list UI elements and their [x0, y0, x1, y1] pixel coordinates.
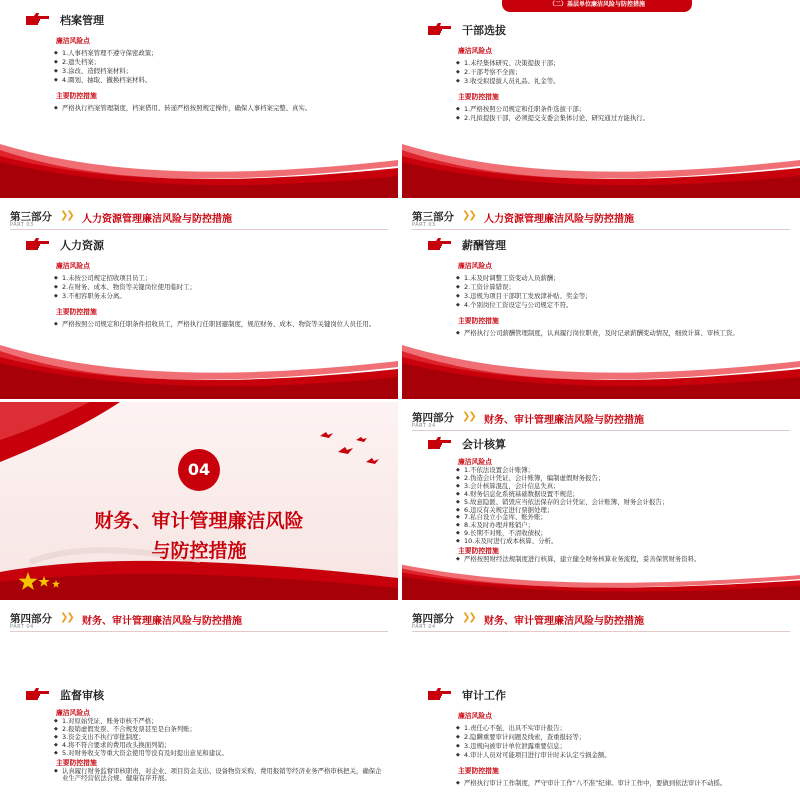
slide-body — [56, 708, 386, 783]
section-banner-text: （二）基层单位廉洁风险与防控措施 — [548, 1, 645, 8]
risk-item: ◆ 10.未及时进行成本核算、分析。 — [458, 538, 788, 546]
pointing-hand-icon — [24, 12, 50, 28]
part-number: 第四部分 — [412, 613, 454, 625]
measure-item: ◆ 严格按照财经法规制度进行核算，建立健全财务核算业务流程，妥善保管财务资料。 — [458, 556, 788, 564]
red-ribbon-wave — [0, 341, 398, 399]
risk-item: ◆ 3.涂改、造假档案材料； — [56, 67, 386, 76]
measure-item: ◆ 严格执行档案管理制度，档案借用、转递严格按照规定操作，确保人事档案完整、真实。 — [56, 104, 386, 113]
stars-icon — [18, 570, 62, 594]
part-english: PART 04 — [412, 624, 436, 630]
risk-item: ◆ 4.财务信息化系统基础数据设置不规范； — [458, 491, 788, 499]
measure-item: ◆ 严格按照公司规定和任职条件招收员工，严格执行任职回避制度，规范财务、成本、物资等关键岗位人员任用。 — [56, 320, 386, 329]
risk-item: ◆ 9.长期不对账，不清收债权； — [458, 530, 788, 538]
slide-7[interactable] — [0, 603, 398, 800]
risk-label: 廉洁风险点 — [458, 262, 492, 270]
risk-item: ◆ 2.隐瞒重要审计问题及线索，查重报轻等； — [458, 733, 788, 742]
pointing-hand-icon — [426, 436, 452, 452]
slide-body — [56, 261, 386, 329]
measure-item: ◆ 2.凡拟提拔干部，必须提交支委会集体讨论、研究通过方能执行。 — [458, 114, 788, 123]
slide-8[interactable] — [402, 603, 800, 800]
slide-title: 薪酬管理 — [462, 239, 506, 252]
part-english: PART 03 — [10, 222, 34, 228]
slide-1[interactable] — [0, 0, 398, 198]
part-header — [412, 209, 792, 231]
part-divider — [10, 631, 388, 632]
part-header — [10, 209, 390, 231]
measure-label: 主要防控措施 — [458, 767, 499, 775]
slide-header — [426, 20, 766, 40]
slide-6[interactable] — [402, 402, 800, 600]
part-title: 财务、审计管理廉洁风险与防控措施 — [82, 616, 242, 627]
slide-header — [24, 10, 364, 30]
risk-item: ◆ 3.不相容职务未分离。 — [56, 292, 386, 301]
risk-item: ◆ 3.收受拟提拔人员礼品、礼金等。 — [458, 77, 788, 86]
risk-item: ◆ 1.对原始凭证、账务审核不严格； — [56, 718, 386, 726]
slide-title: 会计核算 — [462, 438, 506, 451]
red-ribbon-wave — [0, 140, 398, 198]
red-ribbon-wave — [402, 562, 800, 600]
part-divider — [412, 430, 790, 431]
risk-item: ◆ 2.伪造会计凭证、会计账簿，编制虚假财务报告； — [458, 475, 788, 483]
slide-header — [426, 685, 766, 705]
measure-item: ◆ 严格执行公司薪酬管理制度，认真履行岗位职责，及时记录薪酬变动情况，细致计算、审核工资。 — [458, 329, 788, 338]
red-ribbon-wave — [402, 140, 800, 198]
measure-label: 主要防控措施 — [458, 547, 499, 556]
part-divider — [412, 631, 790, 632]
chevron-icon: ❯❯ — [60, 612, 73, 623]
risk-item: ◆ 3.资金支出不执行审批制度； — [56, 734, 386, 742]
risk-item: ◆ 3.违规为项目干部职工发放津补贴、奖金等； — [458, 292, 788, 301]
slide-header — [426, 235, 766, 255]
measure-label: 主要防控措施 — [56, 92, 97, 100]
risk-item: ◆ 1.未经集体研究、决策提拔干部； — [458, 59, 788, 68]
risk-item: ◆ 4.审计人员对可能项目进行审计时未认定亏损金额。 — [458, 751, 788, 760]
slide-2[interactable] — [402, 0, 800, 198]
part-title: 财务、审计管理廉洁风险与防控措施 — [484, 616, 644, 627]
risk-item: ◆ 1.未及时调整工资变动人员薪酬； — [458, 274, 788, 283]
slide-title: 人力资源 — [60, 239, 104, 252]
risk-item: ◆ 2.干部考察不全面； — [458, 68, 788, 77]
risk-item: ◆ 1.责任心不强，出具不实审计报告； — [458, 724, 788, 733]
slide-body — [458, 46, 788, 123]
slide-body — [458, 457, 788, 564]
slide-3[interactable] — [0, 201, 398, 399]
chevron-icon: ❯❯ — [462, 411, 475, 422]
risk-item: ◆ 3.违规向被审计单位泄露重要信息； — [458, 742, 788, 751]
risk-item: ◆ 5.对财务收支等重大资金使用等没有及时提出意见和建议。 — [56, 750, 386, 758]
cover-title-line-2: 与防控措施 — [151, 540, 247, 562]
slide-header — [24, 685, 364, 705]
risk-item: ◆ 4.将不符合要求的费用改头换面列销； — [56, 742, 386, 750]
slide-5[interactable] — [0, 402, 398, 600]
risk-item: ◆ 5.故意隐匿、销毁应当依法保存的会计凭证、会计账簿、财务会计报告； — [458, 499, 788, 507]
risk-label: 廉洁风险点 — [56, 262, 90, 270]
risk-item: ◆ 2.遗失档案； — [56, 58, 386, 67]
chevron-icon: ❯❯ — [60, 210, 73, 221]
part-title: 财务、审计管理廉洁风险与防控措施 — [484, 415, 644, 426]
risk-item: ◆ 7.私自设立小金库、账外账； — [458, 514, 788, 522]
slide-title: 干部选拔 — [462, 24, 506, 37]
part-english: PART 04 — [10, 624, 34, 630]
measure-label: 主要防控措施 — [56, 308, 97, 316]
part-header — [412, 611, 792, 633]
slide-body — [458, 261, 788, 338]
part-number: 第三部分 — [10, 211, 52, 223]
measure-label: 主要防控措施 — [56, 758, 97, 767]
risk-item: ◆ 2.工资计算错误； — [458, 283, 788, 292]
pointing-hand-icon — [426, 687, 452, 703]
measure-label: 主要防控措施 — [458, 317, 499, 325]
part-header — [10, 611, 390, 633]
chevron-icon: ❯❯ — [462, 210, 475, 221]
risk-item: ◆ 6.违反有关规定进行票据处理； — [458, 507, 788, 515]
part-number: 04 — [187, 460, 211, 479]
part-title: 人力资源管理廉洁风险与防控措施 — [82, 214, 232, 225]
doves-icon — [312, 422, 382, 472]
part-english: PART 04 — [412, 423, 436, 429]
pointing-hand-icon — [24, 687, 50, 703]
part-number: 第三部分 — [412, 211, 454, 223]
risk-label: 廉洁风险点 — [458, 458, 492, 466]
pointing-hand-icon — [24, 237, 50, 253]
pointing-hand-icon — [426, 22, 452, 38]
risk-item: ◆ 1.不依法设置会计账簿； — [458, 467, 788, 475]
slide-header — [24, 235, 364, 255]
risk-item: ◆ 1.人事档案管理不遵守保密政策； — [56, 49, 386, 58]
risk-label: 廉洁风险点 — [56, 37, 90, 45]
pointing-hand-icon — [426, 237, 452, 253]
part-divider — [412, 229, 790, 230]
risk-label: 廉洁风险点 — [458, 712, 492, 720]
risk-item: ◆ 2.在财务、成本、物资等关键岗位使用临时工； — [56, 283, 386, 292]
part-divider — [10, 229, 388, 230]
slide-4[interactable] — [402, 201, 800, 399]
risk-item: ◆ 8.未及时办理并账销户； — [458, 522, 788, 530]
risk-item: ◆ 2.报销虚假发票、不合规发票甚至是白条列账； — [56, 726, 386, 734]
part-title: 人力资源管理廉洁风险与防控措施 — [484, 214, 634, 225]
cover-title-line-1: 财务、审计管理廉洁风险 — [94, 510, 304, 532]
part-number-badge — [178, 449, 220, 491]
slide-body — [458, 711, 788, 788]
red-ribbon-wave — [402, 341, 800, 399]
chevron-icon: ❯❯ — [462, 612, 475, 623]
risk-label: 廉洁风险点 — [56, 709, 90, 717]
risk-item: ◆ 1.未按公司规定招收项目员工； — [56, 274, 386, 283]
slide-body — [56, 36, 386, 113]
slide-title: 档案管理 — [60, 14, 104, 27]
part-english: PART 03 — [412, 222, 436, 228]
measure-item: ◆ 1.严格按照公司规定和任职条件选拔干部； — [458, 105, 788, 114]
risk-item: ◆ 3.会计核算混乱，会计信息失真； — [458, 483, 788, 491]
slide-title: 监督审核 — [60, 689, 104, 702]
measure-label: 主要防控措施 — [458, 93, 499, 101]
measure-item: ◆ 严格执行审计工作制度，严守审计工作“八不准”纪律。审计工作中，要做到依法审计不动摇。 — [458, 779, 788, 788]
part-number: 第四部分 — [10, 613, 52, 625]
slide-header — [426, 434, 766, 454]
risk-item: ◆ 4.圈划、抽取、撤换档案材料。 — [56, 76, 386, 85]
part-number: 第四部分 — [412, 412, 454, 424]
risk-item: ◆ 4.个别岗位工资设定与公司规定不符。 — [458, 301, 788, 310]
slide-title: 审计工作 — [462, 689, 506, 702]
risk-label: 廉洁风险点 — [458, 47, 492, 55]
part-header — [412, 410, 792, 432]
section-banner — [502, 0, 692, 12]
measure-item: ◆ 认真履行财务监督审核职责，对企业、项目资金支出、设备物资采购、费用报销等经济业务严格审核把关，确保企业生产经营依法合规、健康有序开展。 — [56, 768, 386, 784]
